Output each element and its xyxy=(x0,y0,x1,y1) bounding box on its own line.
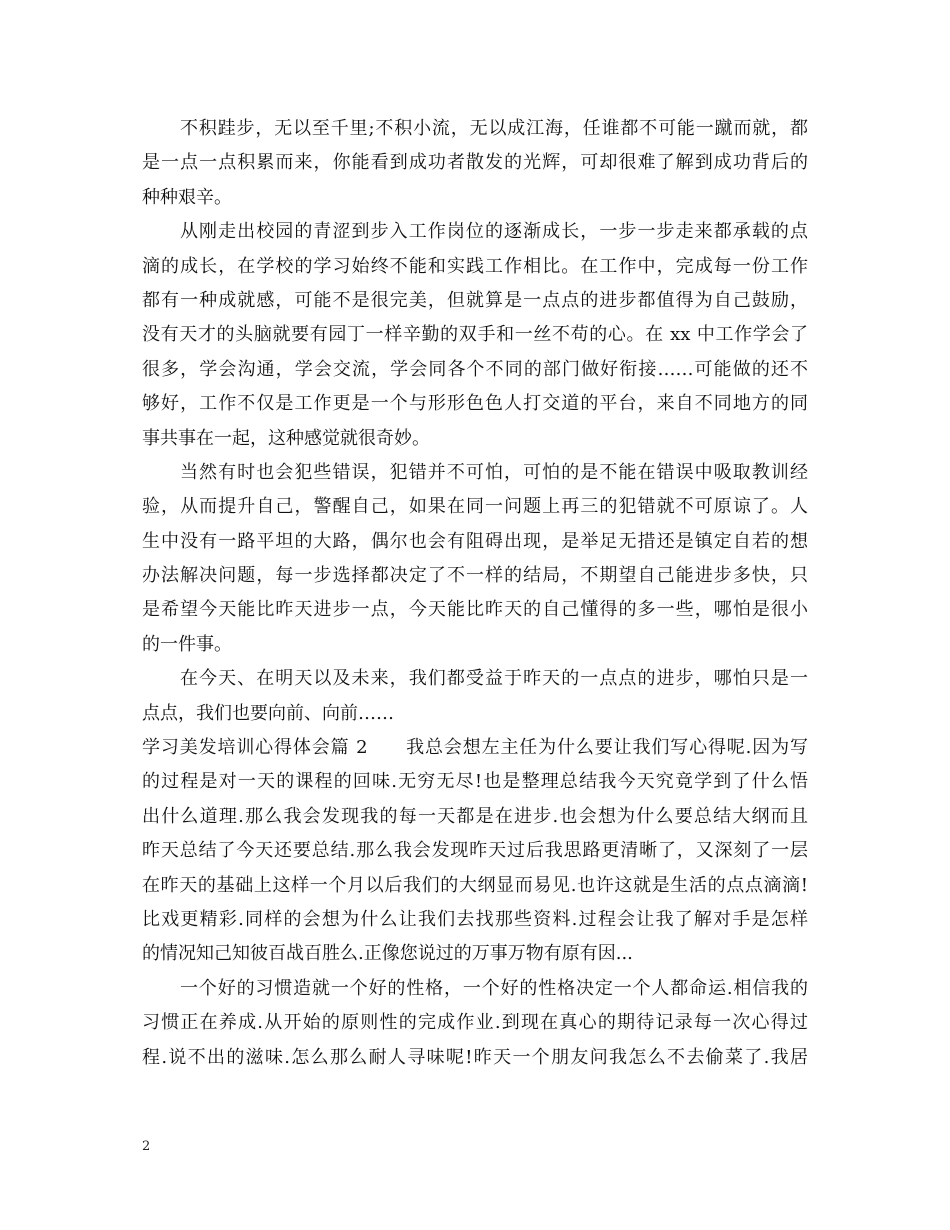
text-line: 是一点一点积累而来，你能看到成功者散发的光辉，可却很难了解到成功背后的 xyxy=(142,152,808,174)
text-line: 在昨天的基础上这样一个月以后我们的大纲显而易见.也许这就是生活的点点滴滴! xyxy=(142,874,808,896)
text-line: 事共事在一起，这种感觉就很奇妙。 xyxy=(142,427,430,449)
text-line: 程.说不出的滋味.怎么那么耐人寻味呢!昨天一个朋友问我怎么不去偷菜了.我居 xyxy=(142,1046,808,1068)
document-body xyxy=(142,112,808,1075)
text-line: 种种艰辛。 xyxy=(142,186,232,208)
text-line: 很多，学会沟通，学会交流，学会同各个不同的部门做好衔接……可能做的还不 xyxy=(142,358,808,380)
text-line: 生中没有一路平坦的大路，偶尔也会有阻碍出现，是举足无措还是镇定自若的想 xyxy=(142,530,808,552)
text-line: 点点，我们也要向前、向前…… xyxy=(142,702,394,724)
text-line: 在今天、在明天以及未来，我们都受益于昨天的一点点的进步，哪怕只是一 xyxy=(180,668,808,690)
text-line: 比戏更精彩.同样的会想为什么让我们去找那些资料.过程会让我了解对手是怎样 xyxy=(142,908,808,930)
section-heading-line: 学习美发培训心得体会篇 2 我总会想左主任为什么要让我们写心得呢.因为写 xyxy=(142,737,808,759)
text-line: 的一件事。 xyxy=(142,633,232,655)
text-line: 都有一种成就感，可能不是很完美，但就算是一点点的进步都值得为自己鼓励， xyxy=(142,289,808,311)
text-line: 的情况知己知彼百战百胜么.正像您说过的万事万物有原有因... xyxy=(142,943,633,965)
text-line: 是希望今天能比昨天进步一点，今天能比昨天的自己懂得的多一些，哪怕是很小 xyxy=(142,599,808,621)
text-line: 出什么道理.那么我会发现我的每一天都是在进步.也会想为什么要总结大纲而且 xyxy=(142,805,808,827)
text-line: 没有天才的头脑就要有园丁一样辛勤的双手和一丝不苟的心。在 xx 中工作学会了 xyxy=(142,324,808,346)
text-line: 的过程是对一天的课程的回味.无穷无尽!也是整理总结我今天究竟学到了什么悟 xyxy=(142,771,808,793)
text-line: 一个好的习惯造就一个好的性格，一个好的性格决定一个人都命运.相信我的 xyxy=(180,977,808,999)
text-line: 习惯正在养成.从开始的原则性的完成作业.到现在真心的期待记录每一次心得过 xyxy=(142,1012,808,1034)
text-line: 当然有时也会犯些错误，犯错并不可怕，可怕的是不能在错误中吸取教训经 xyxy=(180,461,808,483)
text-line: 不积跬步，无以至千里;不积小流，无以成江海，任谁都不可能一蹴而就，都 xyxy=(180,118,808,139)
text-line: 从刚走出校园的青涩到步入工作岗位的逐渐成长，一步一步走来都承载的点 xyxy=(180,221,808,243)
text-line: 验，从而提升自己，警醒自己，如果在同一问题上再三的犯错就不可原谅了。人 xyxy=(142,496,808,518)
text-line: 滴的成长，在学校的学习始终不能和实践工作相比。在工作中，完成每一份工作 xyxy=(142,255,808,277)
page-number: 2 xyxy=(142,1139,151,1154)
text-line: 昨天总结了今天还要总结.那么我会发现昨天过后我思路更清晰了，又深刻了一层 xyxy=(142,840,808,862)
text-line: 够好，工作不仅是工作更是一个与形形色色人打交道的平台，来自不同地方的同 xyxy=(142,393,808,415)
text-line: 办法解决问题，每一步选择都决定了不一样的结局，不期望自己能进步多快，只 xyxy=(142,565,808,587)
